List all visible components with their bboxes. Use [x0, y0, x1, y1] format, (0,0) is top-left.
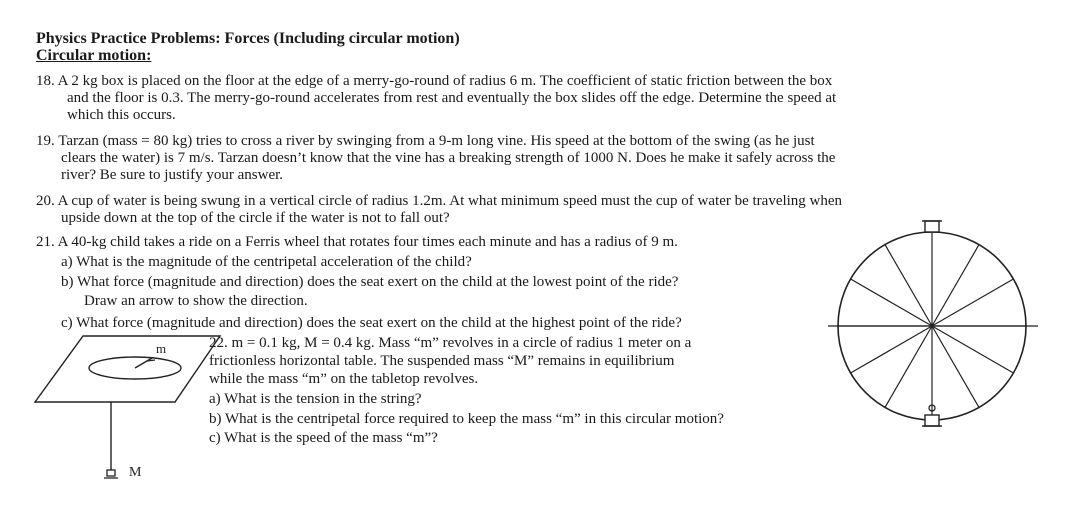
problem-22-line-1: 22. m = 0.1 kg, M = 0.4 kg. Mass “m” revolves in a circle of radius 1 meter on a — [209, 335, 692, 351]
wheel-spokes — [828, 232, 1038, 420]
problem-18-line-2: and the floor is 0.3. The merry-go-round accelerates from rest and eventually the box slides off the edge. Determine the speed at — [67, 90, 837, 106]
wheel-spoke — [932, 245, 979, 326]
table-diagram — [25, 330, 235, 490]
wheel-spoke — [932, 326, 1013, 373]
hanging-mass-block — [107, 470, 115, 476]
problem-22-part-a: a) What is the tension in the string? — [209, 391, 422, 407]
wheel-spoke — [932, 279, 1013, 326]
problem-21-part-b-line-2: Draw an arrow to show the direction. — [84, 293, 308, 309]
small-mass-label: m — [156, 341, 167, 356]
problem-22-part-c: c) What is the speed of the mass “m”? — [209, 430, 438, 446]
problem-21-line-1: 21. A 40-kg child takes a ride on a Ferris wheel that rotates four times each minute and has a radius of 9 m. — [36, 234, 678, 250]
problem-21-part-b-line-1: b) What force (magnitude and direction) does the seat exert on the child at the lowest point of the ride? — [61, 274, 679, 290]
hanging-mass-label: M — [129, 465, 142, 480]
string-segment-top — [135, 358, 152, 368]
wheel-spoke — [885, 326, 932, 407]
wheel-spoke — [851, 279, 932, 326]
wheel-spoke — [932, 326, 979, 407]
problem-22-part-b: b) What is the centripetal force required to keep the mass “m” in this circular motion? — [209, 411, 724, 427]
tabletop-outline — [35, 336, 220, 402]
ferris-wheel-diagram — [826, 215, 1046, 440]
problem-22-line-2: frictionless horizontal table. The suspended mass “M” remains in equilibrium — [209, 353, 675, 369]
problem-20-line-1: 20. A cup of water is being swung in a vertical circle of radius 1.2m. At what minimum speed must the cup of water be traveling when — [36, 193, 843, 209]
problem-18-line-3: which this occurs. — [67, 107, 176, 123]
wheel-spoke — [851, 326, 932, 373]
problem-18-line-1: 18. A 2 kg box is placed on the floor at the edge of a merry-go-round of radius 6 m. The coefficient of static friction between the box — [36, 73, 833, 89]
problem-21-part-a: a) What is the magnitude of the centripetal acceleration of the child? — [61, 254, 472, 270]
problem-19-line-2: clears the water) is 7 m/s. Tarzan doesn’t know that the vine has a breaking strength of 1000 N. Does he make it safely across the — [61, 150, 836, 166]
problem-21-part-c: c) What force (magnitude and direction) does the seat exert on the child at the highest point of the ride? — [61, 315, 682, 331]
seat-top — [925, 221, 939, 232]
problem-22-line-3: while the mass “m” on the tabletop revolves. — [209, 371, 479, 387]
page-title: Physics Practice Problems: Forces (Including circular motion) — [36, 30, 460, 47]
problem-19-line-1: 19. Tarzan (mass = 80 kg) tries to cross a river by swinging from a 9-m long vine. His speed at the bottom of the swing (as he just — [36, 133, 815, 149]
section-heading: Circular motion: — [36, 47, 152, 64]
seat-bottom — [925, 415, 939, 426]
problem-20-line-2: upside down at the top of the circle if the water is not to fall out? — [61, 210, 450, 226]
problem-19-line-3: river? Be sure to justify your answer. — [61, 167, 284, 183]
wheel-spoke — [885, 245, 932, 326]
